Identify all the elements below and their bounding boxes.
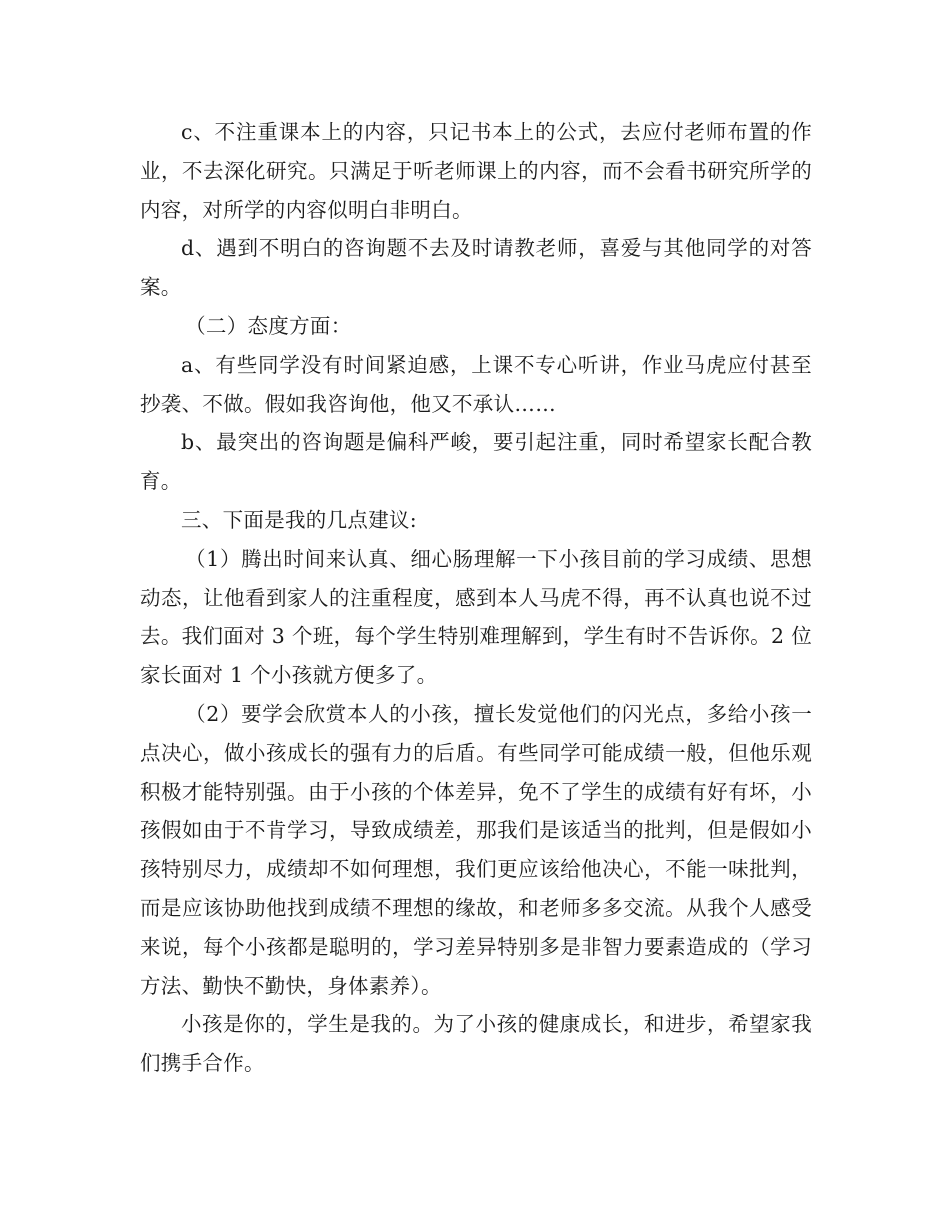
section-heading-suggestions: 三、下面是我的几点建议: <box>181 507 418 532</box>
closing-paragraph: 小孩是你的，学生是我的。为了小孩的健康成长，和进步，希望家我们携手合作。 <box>140 1012 812 1076</box>
paragraph-d: d、遇到不明白的咨询题不去及时请教老师，喜爱与其他同学的对答案。 <box>140 236 812 300</box>
document-page <box>140 113 812 1083</box>
paragraph-c: c、不注重课本上的内容，只记书本上的公式，去应付老师布置的作业，不去深化研究。只满足于听老师课上的内容，而不会看书研究所学的内容，对所学的内容似明白非明白。 <box>140 120 812 222</box>
section-heading-attitude: （二）态度方面： <box>185 313 352 338</box>
paragraph-b: b、最突出的咨询题是偏科严峻，要引起注重，同时希望家长配合教育。 <box>140 430 812 494</box>
suggestion-2: （2）要学会欣赏本人的小孩，擅长发觉他们的闪光点，多给小孩一点决心，做小孩成长的强有力的后盾。有些同学可能成绩一般，但他乐观积极才能特别强。由于小孩的个体差异，免不了学生的成绩有好有坏，小孩假如由于不肯学习，导致成绩差，那我们是该适当的批判，但是假如小孩特别尽力，成绩却不如何理想，我们更应该给他决心，不能一味批判，而是应该协助他找到成绩不理想的缘故，和老师多多交流。从我个人感受来说，每个小孩都是聪明的，学习差异特别多是非智力要素造成的（学习方法、勤快不勤快，身体素养）。 <box>140 701 812 998</box>
suggestion-1: （1）腾出时间来认真、细心肠理解一下小孩目前的学习成绩、思想动态，让他看到家人的注重程度，感到本人马虎不得，再不认真也说不过去。我们面对 3 个班，每个学生特别难理解到，学生有时不告诉你。2 位家长面对 1 个小孩就方便多了。 <box>140 546 812 688</box>
paragraph-a: a、有些同学没有时间紧迫感，上课不专心听讲，作业马虎应付甚至抄袭、不做。假如我咨询他，他又不承认…… <box>140 352 812 416</box>
